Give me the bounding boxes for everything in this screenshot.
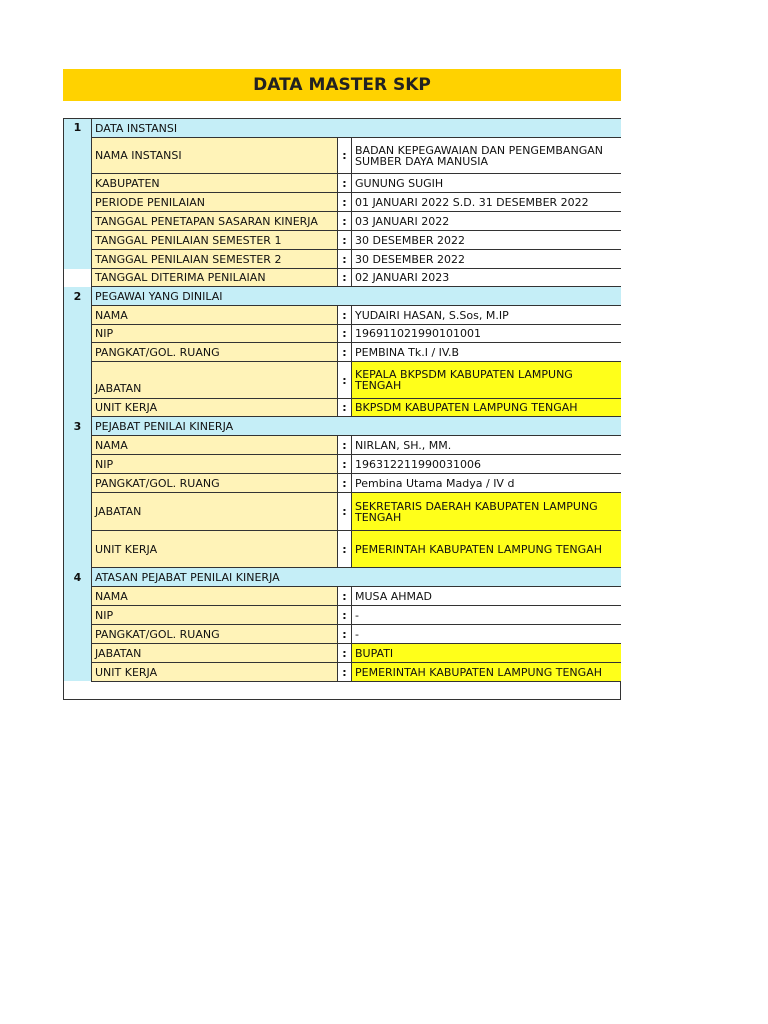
row-value: YUDAIRI HASAN, S.Sos, M.IP bbox=[351, 306, 621, 325]
table-row bbox=[91, 644, 621, 663]
row-label: TANGGAL PENILAIAN SEMESTER 1 bbox=[91, 231, 337, 250]
section-2-band bbox=[64, 287, 91, 417]
row-label: PANGKAT/GOL. RUANG bbox=[91, 474, 337, 493]
row-value: BUPATI bbox=[351, 644, 621, 663]
table-row bbox=[91, 436, 621, 455]
row-value: 196312211990031006 bbox=[351, 455, 621, 474]
table-row bbox=[91, 606, 621, 625]
row-label: UNIT KERJA bbox=[91, 399, 337, 417]
row-label: KABUPATEN bbox=[91, 174, 337, 193]
table-row bbox=[91, 474, 621, 493]
row-label: UNIT KERJA bbox=[91, 663, 337, 682]
table-row bbox=[91, 250, 621, 269]
row-separator: : bbox=[337, 625, 351, 644]
row-label: NIP bbox=[91, 325, 337, 343]
skp-data-table bbox=[63, 118, 621, 700]
row-value: PEMBINA Tk.I / IV.B bbox=[351, 343, 621, 362]
row-separator: : bbox=[337, 193, 351, 212]
row-label: TANGGAL PENILAIAN SEMESTER 2 bbox=[91, 250, 337, 269]
row-separator: : bbox=[337, 306, 351, 325]
section-number: 4 bbox=[73, 571, 82, 584]
row-separator: : bbox=[337, 174, 351, 193]
table-row bbox=[91, 269, 621, 287]
row-label: TANGGAL DITERIMA PENILAIAN bbox=[91, 269, 337, 287]
row-value: MUSA AHMAD bbox=[351, 587, 621, 606]
section-number: 2 bbox=[73, 290, 82, 303]
section-heading: PEGAWAI YANG DINILAI bbox=[91, 287, 621, 306]
row-label: JABATAN bbox=[91, 644, 337, 663]
row-value: 02 JANUARI 2023 bbox=[351, 269, 621, 287]
row-value: 01 JANUARI 2022 S.D. 31 DESEMBER 2022 bbox=[351, 193, 621, 212]
row-value: - bbox=[351, 606, 621, 625]
row-separator: : bbox=[337, 325, 351, 343]
table-row bbox=[91, 362, 621, 399]
row-value: 30 DESEMBER 2022 bbox=[351, 231, 621, 250]
row-value: 196911021990101001 bbox=[351, 325, 621, 343]
row-value: SEKRETARIS DAERAH KABUPATEN LAMPUNG TENGAH bbox=[351, 493, 621, 531]
row-label: JABATAN bbox=[91, 493, 337, 531]
table-row bbox=[91, 325, 621, 343]
table-row bbox=[91, 174, 621, 193]
section-number: 3 bbox=[73, 420, 82, 433]
table-row bbox=[91, 531, 621, 568]
section-1-band bbox=[64, 119, 91, 269]
table-row bbox=[91, 306, 621, 325]
row-value: BADAN KEPEGAWAIAN DAN PENGEMBANGAN SUMBER DAYA MANUSIA bbox=[351, 138, 621, 174]
table-row bbox=[91, 212, 621, 231]
row-separator: : bbox=[337, 474, 351, 493]
row-separator: : bbox=[337, 250, 351, 269]
row-separator: : bbox=[337, 343, 351, 362]
row-value: PEMERINTAH KABUPATEN LAMPUNG TENGAH bbox=[351, 663, 621, 682]
row-value: PEMERINTAH KABUPATEN LAMPUNG TENGAH bbox=[351, 531, 621, 568]
row-separator: : bbox=[337, 436, 351, 455]
row-separator: : bbox=[337, 587, 351, 606]
row-separator: : bbox=[337, 493, 351, 531]
row-separator: : bbox=[337, 362, 351, 399]
table-row bbox=[91, 587, 621, 606]
table-row bbox=[91, 193, 621, 212]
section-heading: DATA INSTANSI bbox=[91, 119, 621, 138]
row-label: PANGKAT/GOL. RUANG bbox=[91, 625, 337, 644]
section-heading: PEJABAT PENILAI KINERJA bbox=[91, 417, 621, 436]
row-label: NIP bbox=[91, 455, 337, 474]
table-row bbox=[91, 231, 621, 250]
row-value: NIRLAN, SH., MM. bbox=[351, 436, 621, 455]
page-title: DATA MASTER SKP bbox=[63, 69, 621, 101]
row-label: NAMA INSTANSI bbox=[91, 138, 337, 174]
table-row bbox=[91, 399, 621, 417]
row-value: Pembina Utama Madya / IV d bbox=[351, 474, 621, 493]
row-label: TANGGAL PENETAPAN SASARAN KINERJA bbox=[91, 212, 337, 231]
row-separator: : bbox=[337, 399, 351, 417]
row-label: PERIODE PENILAIAN bbox=[91, 193, 337, 212]
section-heading: ATASAN PEJABAT PENILAI KINERJA bbox=[91, 568, 621, 587]
row-label: UNIT KERJA bbox=[91, 531, 337, 568]
section-3-band bbox=[64, 417, 91, 567]
row-separator: : bbox=[337, 212, 351, 231]
row-label: JABATAN bbox=[91, 362, 337, 399]
row-label: NIP bbox=[91, 606, 337, 625]
row-label: PANGKAT/GOL. RUANG bbox=[91, 343, 337, 362]
row-separator: : bbox=[337, 606, 351, 625]
row-value: GUNUNG SUGIH bbox=[351, 174, 621, 193]
row-label: NAMA bbox=[91, 436, 337, 455]
section-number: 1 bbox=[73, 121, 82, 134]
row-label: NAMA bbox=[91, 587, 337, 606]
row-label: NAMA bbox=[91, 306, 337, 325]
row-value: 30 DESEMBER 2022 bbox=[351, 250, 621, 269]
table-row bbox=[91, 663, 621, 682]
row-separator: : bbox=[337, 644, 351, 663]
table-row bbox=[91, 625, 621, 644]
table-row bbox=[91, 138, 621, 174]
row-separator: : bbox=[337, 138, 351, 174]
row-separator: : bbox=[337, 455, 351, 474]
row-value: - bbox=[351, 625, 621, 644]
table-row bbox=[91, 455, 621, 474]
row-separator: : bbox=[337, 231, 351, 250]
row-value: 03 JANUARI 2022 bbox=[351, 212, 621, 231]
table-row bbox=[91, 343, 621, 362]
table-row bbox=[91, 493, 621, 531]
row-separator: : bbox=[337, 531, 351, 568]
row-value: BKPSDM KABUPATEN LAMPUNG TENGAH bbox=[351, 399, 621, 417]
row-separator: : bbox=[337, 269, 351, 287]
row-value: KEPALA BKPSDM KABUPATEN LAMPUNG TENGAH bbox=[351, 362, 621, 399]
row-separator: : bbox=[337, 663, 351, 682]
